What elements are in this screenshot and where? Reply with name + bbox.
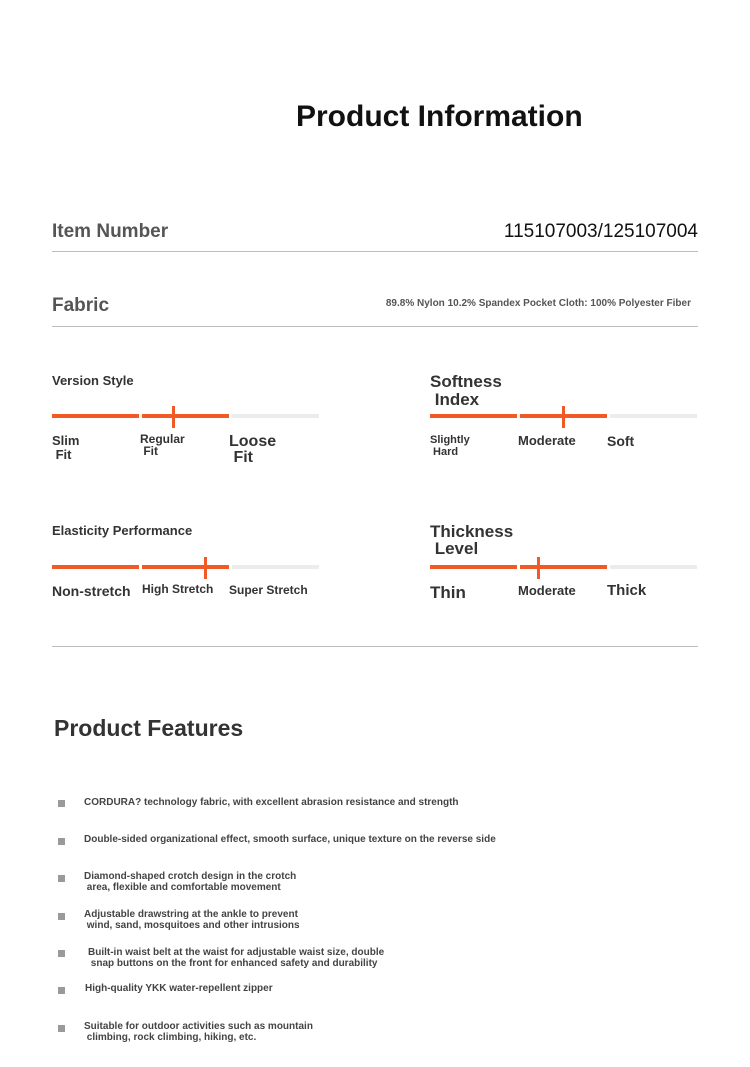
scale-segment-3 xyxy=(610,565,697,569)
bullet-icon xyxy=(58,838,65,845)
divider xyxy=(52,251,698,252)
softness-label-3: Soft xyxy=(607,433,635,449)
scale-marker xyxy=(204,557,207,579)
softness-label-1: Slightly Hard xyxy=(430,434,470,458)
feature-item: Diamond-shaped crotch design in the crotch area, flexible and comfortable movement xyxy=(84,871,297,893)
feature-item: Suitable for outdoor activities such as mountain climbing, rock climbing, hiking, etc. xyxy=(84,1021,313,1043)
feature-item: Built-in waist belt at the waist for adjustable waist size, double snap buttons on the front for enhanced safety and durability xyxy=(88,947,385,969)
scale-segment-3 xyxy=(232,414,319,418)
divider xyxy=(52,326,698,327)
softness-label-2: Moderate xyxy=(518,433,576,448)
scale-segment-1 xyxy=(52,565,139,569)
scale-segment-1 xyxy=(52,414,139,418)
softness-index-title: Softness Index xyxy=(430,372,502,409)
scale-segment-3 xyxy=(232,565,319,569)
scale-segment-3 xyxy=(610,414,697,418)
features-title: Product Features xyxy=(54,715,244,741)
elasticity-title: Elasticity Performance xyxy=(52,523,193,538)
version-style-label-1: Slim Fit xyxy=(52,433,80,462)
bullet-icon xyxy=(58,1025,65,1032)
elasticity-label-1: Non-stretch xyxy=(52,583,131,599)
bullet-icon xyxy=(58,800,65,807)
scale-segment-1 xyxy=(430,414,517,418)
fabric-label: Fabric xyxy=(52,295,110,316)
feature-item: Double-sided organizational effect, smooth surface, unique texture on the reverse side xyxy=(84,834,496,845)
elasticity-label-2: High Stretch xyxy=(142,582,214,596)
page-title: Product Information xyxy=(296,100,583,133)
bullet-icon xyxy=(58,950,65,957)
feature-item: High-quality YKK water-repellent zipper xyxy=(85,983,273,994)
thickness-label-1: Thin xyxy=(430,583,466,602)
thickness-label-2: Moderate xyxy=(518,583,576,598)
thickness-level-title: Thickness Level xyxy=(430,522,514,558)
fabric-value: 89.8% Nylon 10.2% Spandex Pocket Cloth: 100% Polyester Fiber xyxy=(385,298,691,309)
feature-item: CORDURA? technology fabric, with excellent abrasion resistance and strength xyxy=(84,797,459,808)
item-number-label: Item Number xyxy=(52,221,169,242)
scale-marker xyxy=(537,557,540,579)
scale-segment-2 xyxy=(142,565,229,569)
scale-segment-2 xyxy=(520,565,607,569)
scale-marker xyxy=(172,406,175,428)
bullet-icon xyxy=(58,987,65,994)
thickness-label-3: Thick xyxy=(607,582,647,599)
elasticity-label-3: Super Stretch xyxy=(229,583,308,597)
scale-segment-1 xyxy=(430,565,517,569)
scale-segment-2 xyxy=(142,414,229,418)
bullet-icon xyxy=(58,913,65,920)
version-style-title: Version Style xyxy=(52,373,134,388)
divider xyxy=(52,646,698,647)
version-style-label-2: Regular Fit xyxy=(140,432,185,458)
item-number-value: 115107003/125107004 xyxy=(503,221,698,242)
version-style-label-3: Loose Fit xyxy=(229,433,277,466)
feature-item: Adjustable drawstring at the ankle to prevent wind, sand, mosquitoes and other intrusions xyxy=(84,909,300,931)
bullet-icon xyxy=(58,875,65,882)
scale-marker xyxy=(562,406,565,428)
